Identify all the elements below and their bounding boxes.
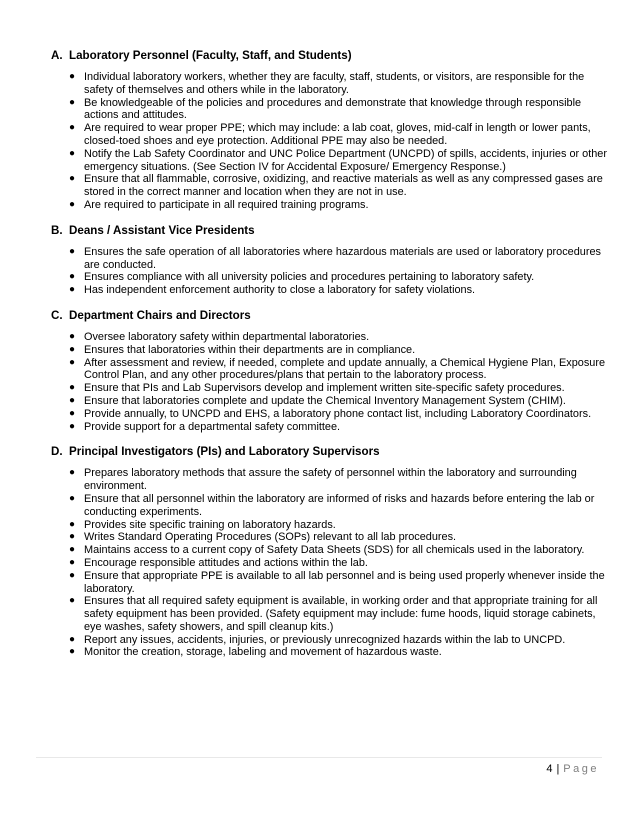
list-item <box>69 646 611 659</box>
list-item <box>69 394 611 408</box>
bullet-icon: ● <box>69 343 76 355</box>
section-title: Deans / Assistant Vice Presidents <box>69 223 255 237</box>
list-item <box>69 71 611 97</box>
list-item <box>69 245 611 272</box>
bullet-icon: ● <box>69 407 76 419</box>
bullet-icon: ● <box>69 544 76 556</box>
section-heading <box>51 48 611 63</box>
list-item-text: Ensure that all flammable, corrosive, oxidizing, and reactive materials as well as any compressed gases are stored in the correct manner and location when they are not in use. <box>84 173 603 199</box>
bullet-icon: ● <box>69 245 76 257</box>
list-item-text: Ensure that appropriate PPE is available to all lab personnel and is being used properly whenever inside the laboratory. <box>84 569 605 595</box>
section-title: Department Chairs and Directors <box>69 308 251 322</box>
bullet-icon: ● <box>69 633 76 645</box>
section-principal-investigators <box>51 444 611 659</box>
list-item <box>69 420 611 434</box>
section-heading <box>51 444 611 459</box>
list-item-text: Ensure that laboratories complete and update the Chemical Inventory Management System (CHIM). <box>84 394 566 407</box>
section-letter: B. <box>51 223 63 237</box>
page-footer <box>546 763 599 775</box>
bullet-icon: ● <box>69 518 76 530</box>
list-item-text: Monitor the creation, storage, labeling and movement of hazardous waste. <box>84 646 442 659</box>
bullet-icon: ● <box>69 569 76 581</box>
bullet-icon: ● <box>69 71 76 82</box>
bullet-icon: ● <box>69 122 76 134</box>
list-item-text: Are required to wear proper PPE; which may include: a lab coat, gloves, mid-calf in length or lower pants, closed-toed shoes and eye protection. Additional PPE may also be needed. <box>84 122 591 147</box>
list-item-text: Has independent enforcement authority to close a laboratory for safety violations. <box>84 284 476 297</box>
list-item <box>69 556 611 570</box>
bullet-list <box>51 246 611 297</box>
list-item-text: Provide annually, to UNCPD and EHS, a laboratory phone contact list, including Laboratory Coordinators. <box>84 407 592 420</box>
section-heading <box>51 308 611 323</box>
list-item-text: Ensure that all personnel within the laboratory are informed of risks and hazards before entering the lab or conducting experiments. <box>84 492 595 518</box>
list-item <box>69 271 611 284</box>
list-item <box>69 147 611 174</box>
list-item-text: Ensures compliance with all university policies and procedures pertaining to laboratory safety. <box>84 271 535 284</box>
list-item-text: Oversee laboratory safety within departmental laboratories. <box>84 330 370 343</box>
list-item <box>69 330 611 344</box>
list-item-text: Ensure that PIs and Lab Supervisors develop and implement written site-specific safety procedures. <box>84 382 565 395</box>
list-item <box>69 382 611 395</box>
bullet-list <box>51 71 611 212</box>
bullet-icon: ● <box>69 173 76 185</box>
list-item <box>69 198 611 212</box>
list-item <box>69 356 611 383</box>
list-item-text: Encourage responsible attitudes and actions within the lab. <box>84 556 368 569</box>
list-item <box>69 518 611 532</box>
list-item-text: Be knowledgeable of the policies and procedures and demonstrate that knowledge through responsible actions and attitudes. <box>84 96 582 122</box>
document-body <box>51 48 611 659</box>
bullet-icon: ● <box>69 330 76 342</box>
list-item <box>69 467 611 493</box>
list-item <box>69 492 611 519</box>
section-department-chairs <box>51 308 611 433</box>
list-item-text: Provides site specific training on laboratory hazards. <box>84 518 336 531</box>
section-letter: C. <box>51 308 63 322</box>
list-item <box>69 595 611 633</box>
bullet-icon: ● <box>69 394 76 406</box>
list-item <box>69 544 611 557</box>
bullet-list <box>51 467 611 659</box>
list-item-text: Ensures the safe operation of all laboratories where hazardous materials are used or laboratory procedures are conducted. <box>84 245 601 271</box>
list-item-text: Are required to participate in all required training programs. <box>84 198 369 211</box>
page-number: 4 <box>546 763 553 775</box>
list-item <box>69 633 611 647</box>
section-heading <box>51 223 611 238</box>
bullet-icon: ● <box>69 556 76 568</box>
section-letter: D. <box>51 445 63 459</box>
footer-separator: | <box>556 763 560 775</box>
section-title: Principal Investigators (PIs) and Laboratory Supervisors <box>69 445 380 459</box>
list-item-text: Provide support for a departmental safety committee. <box>84 420 341 433</box>
section-laboratory-personnel <box>51 48 611 212</box>
footer-divider <box>36 757 602 758</box>
bullet-icon: ● <box>69 271 76 283</box>
bullet-icon: ● <box>69 595 76 607</box>
bullet-icon: ● <box>69 382 76 394</box>
bullet-icon: ● <box>69 531 76 543</box>
bullet-icon: ● <box>69 96 76 108</box>
bullet-icon: ● <box>69 646 76 658</box>
bullet-icon: ● <box>69 467 76 479</box>
list-item <box>69 173 611 199</box>
list-item-text: Individual laboratory workers, whether they are faculty, staff, students, or visitors, are responsible for the safety of themselves and others while in the laboratory. <box>84 71 585 96</box>
list-item-text: Ensures that all required safety equipment is available, in working order and that appropriate training for all safety equipment has been provided. (Safety equipment may include: fume hoods, liquid storage cabinets, eye washes, safety showers, and spill cleanup kits.) <box>84 595 598 633</box>
list-item <box>69 122 611 148</box>
list-item-text: Report any issues, accidents, injuries, or previously unrecognized hazards within the lab to UNCPD. <box>84 633 566 646</box>
list-item-text: After assessment and review, if needed, complete and update annually, a Chemical Hygiene Plan, Exposure Control Plan, and any other procedures/plans that pertain to the laboratory process. <box>84 356 606 382</box>
list-item <box>69 569 611 596</box>
bullet-icon: ● <box>69 147 76 159</box>
list-item <box>69 343 611 357</box>
bullet-icon: ● <box>69 284 76 296</box>
bullet-icon: ● <box>69 420 76 432</box>
list-item-text: Ensures that laboratories within their departments are in compliance. <box>84 343 416 356</box>
list-item <box>69 531 611 544</box>
bullet-icon: ● <box>69 492 76 504</box>
list-item-text: Notify the Lab Safety Coordinator and UNC Police Department (UNCPD) of spills, accidents, injuries or other emergency situations. (See Section IV for Accidental Exposure/ Emergency Response.) <box>84 147 607 173</box>
list-item-text: Maintains access to a current copy of Safety Data Sheets (SDS) for all chemicals used in the laboratory. <box>84 544 585 557</box>
list-item <box>69 96 611 123</box>
list-item-text: Prepares laboratory methods that assure the safety of personnel within the laboratory and surrounding environment. <box>84 467 577 493</box>
section-letter: A. <box>51 49 63 62</box>
page-label: Page <box>563 763 599 775</box>
bullet-icon: ● <box>69 198 76 210</box>
section-deans <box>51 223 611 297</box>
list-item <box>69 407 611 421</box>
bullet-icon: ● <box>69 356 76 368</box>
bullet-list <box>51 331 611 433</box>
section-title: Laboratory Personnel (Faculty, Staff, and Students) <box>69 49 352 62</box>
list-item <box>69 284 611 297</box>
list-item-text: Writes Standard Operating Procedures (SOPs) relevant to all lab procedures. <box>84 531 457 544</box>
